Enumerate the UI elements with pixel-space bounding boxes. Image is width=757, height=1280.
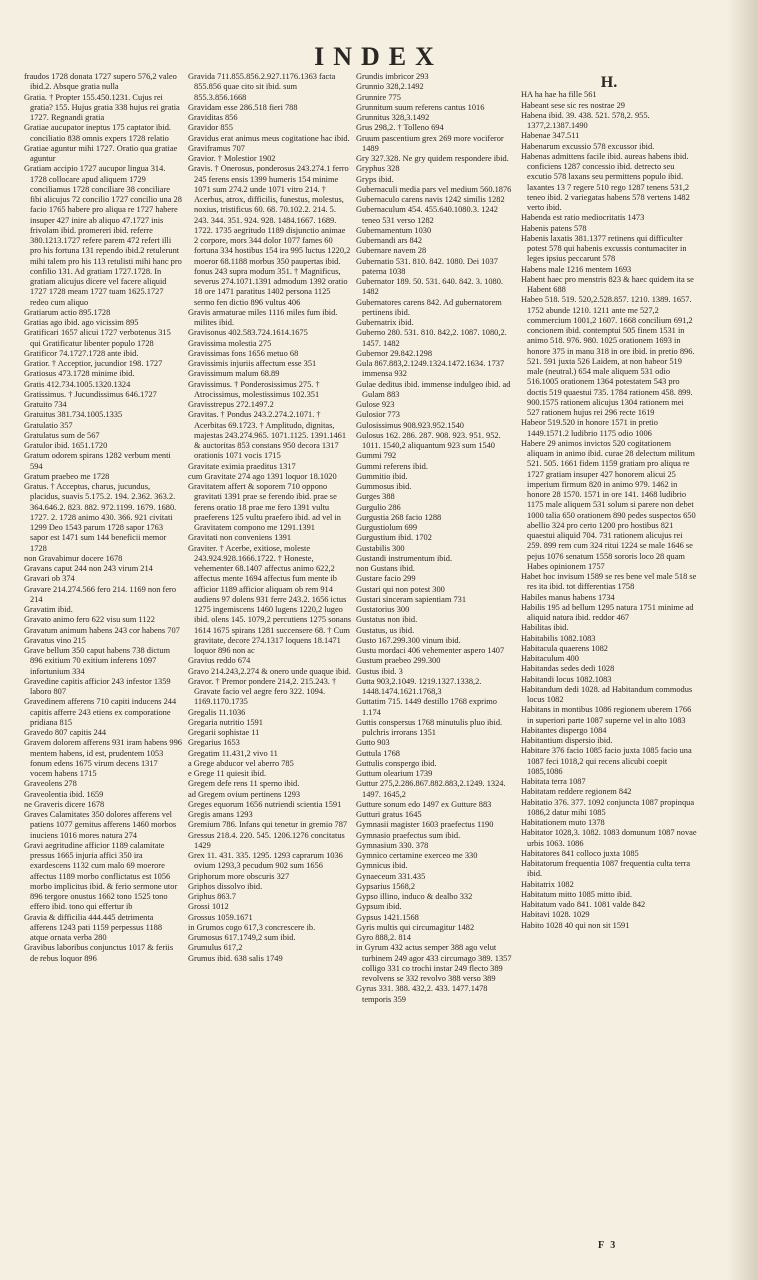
index-entry: Gravitatem affert & soporem 710 oppono gravitati 1391 prae se ferendo ibid. prae se ferens oratio 18 prae me fero 1391 vultu praeferens 125 vultu praefero ibid. ad vel in Gravitatem compono me 1291.1391	[188, 482, 341, 532]
index-entry: Grex 11. 431. 335. 1295. 1293 caprarum 1036 ovium 1293,3 pecudum 902 sum 1656	[188, 851, 343, 871]
index-entry: Gurgustium ibid. 1702	[356, 533, 432, 543]
index-entry: Habitavi 1028. 1029	[521, 910, 590, 920]
index-entry: Gremium 786. Infans qui tenetur in gremio 787	[188, 820, 348, 830]
page-edge-shadow	[727, 0, 757, 1280]
index-entry: Gubernare navem 28	[356, 246, 427, 256]
index-entry: Gymnasio praefectus sum ibid.	[356, 830, 461, 840]
index-entry: Gustari sinceram sapientiam 731	[356, 594, 467, 604]
section-letter: H.	[600, 74, 618, 91]
index-entry: Gustus ibid. 3	[356, 666, 403, 676]
index-entry: Gravis. † Onerosus, ponderosus 243.274.1 ferro 245 ferens ensis 1399 humeris 154 minime 1071 sum 274.2 unde 1071 vitro 214. † Acerbus, atrox, difficilis, funestus, molestus, noxius, tristificus 60. 68. 70.102.2. 214. 5. 243. 344. 351. 924. 928. 1484.1667. 1689. 1722. 1735 aegritudo 1189 disjunctio animae 2 corpore, mors 344 dolor 1077 fames 60 fortuna 334 hostibus 154 ira 995 luctus 1220,2 moeror 68.1188 morbus 350 paupertas ibid. fonus 243 supra modum 351. † Magnificus, severus 274.1071.1391 admodum 1392 oratio 18 ore 1471 paratitus 1402 persona 1125 sermo fen dictio 896 vultus 406	[188, 164, 351, 307]
index-entry: Gravida 711.855.856.2.927.1176.1363 facta 855.856 quae cito sit ibid. sum 855.3.856.1668	[188, 72, 336, 102]
index-entry: Gregatim 11.431,2 vivo 11	[188, 748, 278, 758]
index-entry: Gravedinem afferens 710 capiti inducens 244 capitis afferre 243 etiens ex comporatione pridiana 815	[24, 697, 177, 727]
index-entry: Gregaria nutritio 1591	[188, 717, 263, 727]
index-entry: Gubernor 29.842.1298	[356, 348, 433, 358]
index-entry: Habitare 376 facio 1085 facio juxta 1085 facio una 1087 feci 1018,2 qui recens alicubi coepit 1085,1086	[521, 746, 692, 776]
index-entry: Gravare 214.274.566 fero 214. 1169 non fero 214	[24, 584, 177, 604]
index-entry: Gravidor 855	[188, 123, 233, 133]
index-column-4	[521, 72, 697, 1222]
index-entry: Gynaeceum 331.435	[356, 871, 426, 881]
index-entry: Gulosissimus 908.923.952.1540	[356, 420, 464, 430]
index-entry: Gymnico certamine exerceo me 330	[356, 851, 478, 860]
index-entry: Habere 29 animos invictos 520 cogitationem aliquam in animo ibid. curae 28 delectum militum 521. 505. 1661 fidem 1159 gratiam pro aliqua re 1727 gratiam insuper 427 honorem alicui 25 imperium firmum 820 in animo 979. 1462 in honore 28 1570. 1571 in ore 141. 1468 ludibrio 1175 male aliquem 531 solum si parere non debet 1000 talia 650 orationem 890 pedes suspectos 650 abellio 324 pro certo 1200 pro hostibus 821 quaestui aliquid 704. 731 rationem alicujus rei 259. 899 rem cum 324 ritui 1224 se male 1646 se pejus 1076 senatum 1558 sororis loco 28 quam Habes opinionem 1757	[521, 438, 696, 571]
index-entry: Gregarius 1653	[188, 738, 240, 748]
index-entry: Gubernatio 531. 810. 842. 1080. Dei 1037 paterna 1038	[356, 256, 498, 276]
index-entry: Gravissimas fons 1656 metuo 68	[188, 348, 299, 358]
index-entry: Gurgustiolum 699	[356, 523, 418, 532]
index-entry: Gurgulio 286	[356, 502, 401, 512]
index-entry: Guttatim 715. 1449 destillo 1768 exprimo 1.174	[356, 697, 497, 717]
index-entry: Grumulus 617,2	[188, 943, 243, 953]
index-entry: Graviframus 707	[188, 143, 245, 153]
index-entry: Gulosior 773	[356, 410, 400, 420]
index-entry: Gummitio ibid.	[356, 471, 408, 481]
index-entry: Gubernator 189. 50. 531. 640. 842. 3. 1080. 1482	[356, 277, 504, 297]
index-entry: Graviditas 856	[188, 113, 238, 122]
index-entry: Habitatum vado 841. 1081 valde 842	[521, 900, 646, 909]
index-entry: Gulosus 162. 286. 287. 908. 923. 951. 952. 1011. 1540,2 aliquantum 923 sum 1540	[356, 430, 501, 450]
index-entry: Griphorum more obscuris 327	[188, 871, 290, 881]
index-entry: Gratuitus 381.734.1005.1335	[24, 410, 123, 420]
index-entry: Gutturi gratus 1645	[356, 810, 422, 819]
index-entry: Habitandum dedi 1028. ad Habitandum commodus locus 1082	[521, 684, 693, 704]
index-entry: Gymnasii magister 1603 praefectus 1190	[356, 820, 494, 830]
index-entry: Habeor 519.520 in honore 1571 in pretio 1449.1571.2 ludibrio 1175 odio 1006	[521, 418, 658, 438]
index-entry: Gubernaculi media pars vel medium 560.1876	[356, 184, 512, 194]
index-entry: Grunnio 328,2.1492	[356, 82, 424, 92]
index-entry: Gravissima molestia 275	[188, 338, 272, 348]
index-entry: Gravisonus 402.583.724.1614.1675	[188, 328, 308, 338]
index-entry: Gravissimum malum 68.89	[188, 369, 280, 379]
index-entry: Habens male 1216 mentem 1693	[521, 264, 632, 274]
index-entry: Gregis amans 1293	[188, 810, 253, 819]
index-entry: Habitata terra 1087	[521, 777, 586, 786]
index-entry: Guttulis conspergo ibid.	[356, 758, 437, 768]
index-entry: Gutture sonum edo 1497 ex Gutture 883	[356, 799, 492, 809]
index-entry: Habilis 195 ad bellum 1295 natura 1751 minime ad aliquid natura ibid. reddor 467	[521, 602, 694, 622]
index-entry: Habeant sese sic res nostrae 29	[521, 100, 625, 110]
index-entry: Gregem defe rens 11 sperno ibid.	[188, 779, 300, 789]
index-entry: Gravitate eximia praeditus 1317	[188, 461, 296, 471]
index-entry: Gravitas. † Pondus 243.2.274.2.1071. † Acerbitas 69.1723. † Amplitudo, dignitas, majestas 243.274.965. 1071.1125. 1391.1461 & auctoritas 853 constans 950 decora 1317 orationis 1071 vocis 1715	[188, 410, 347, 461]
index-entry: Guttula 1768	[356, 748, 400, 758]
index-entry: Gryphus 328	[356, 164, 400, 174]
index-entry: Gulose 923	[356, 400, 395, 409]
index-entry: Gravans caput 244 non 243 virum 214	[24, 564, 153, 573]
index-entry: cum Gravitate 274 ago 1391 loquor 18.1020	[188, 471, 337, 481]
signature-mark: F 3	[598, 1240, 618, 1251]
index-entry: a Grege abducor vel aberro 785	[188, 758, 294, 768]
index-entry: Habiles manus habens 1734	[521, 592, 615, 602]
index-entry: Gyris multis qui circumagitur 1482	[356, 922, 475, 932]
index-entry: Habitans in montibus 1086 regionem uberem 1766 in superiori parte 1087 superne vel in alto 1083	[521, 705, 692, 725]
index-entry: Gymnasium 330. 378	[356, 840, 429, 850]
index-entry: Grumosus 617.1749,2 sum ibid.	[188, 933, 296, 942]
index-entry: Gypsum ibid.	[356, 902, 402, 912]
index-entry: Gravidus erat animus meus cogitatione hac ibid.	[188, 133, 350, 143]
index-column-3	[356, 72, 517, 1222]
index-entry: Gratiam accipio 1727 aucupor lingua 314. 1728 collocare apud aliquem 1729 conciliamus 1728 conciliare 38 conciliare fibi alicujus 72 concilio 1727 concilio una 28 facio 1765 habere pro aliqua re 1727 habere insuper 427 inire ab aliquo 47.1727 inis frivolam ibid. promereri ibid. referre 380.1213.1727 refere parem 472 refert illi pro his fortuna 131 rependo ibid.2 retulerunt mihi talem pro his 113 retulisti mihi hanc pro confilio 131. Ad gratiam 1727.1728. In gratiam alicujus dicere vel facere aliquid 1727 1728 meam 1727 tuam 1625.1727 redeo cum aliquo	[24, 164, 182, 307]
index-entry: Gravatum animum habens 243 cor habens 707	[24, 625, 180, 635]
index-entry: ad Gregem ovium pertinens 1293	[188, 789, 301, 799]
index-entry: Habilitas ibid.	[521, 623, 569, 633]
index-entry: Gravor. † Premor pondere 214,2. 215.243. † Gravate facio vel aegre fero 322. 1094. 1169.1170.1735	[188, 676, 337, 707]
index-entry: Habenda est ratio mediocritatis 1473	[521, 213, 645, 223]
page-title: INDEX	[314, 42, 443, 71]
index-entry: Greges equorum 1656 nutriendi scientia 1591	[188, 799, 342, 809]
index-entry: Habitandas sedes dedi 1028	[521, 664, 615, 674]
index-entry: Gurges 388	[356, 492, 395, 502]
index-entry: Habena ibid. 39. 438. 521. 578,2. 955. 1377,2.1387.1490	[521, 110, 650, 130]
index-entry: Gubernamentum 1030	[356, 225, 432, 235]
index-entry: fraudos 1728 donata 1727 supero 576,2 valeo ibid.2. Absque gratia nulla	[24, 72, 177, 92]
index-entry: Gratificor 74.1727.1728 ante ibid.	[24, 348, 139, 358]
index-entry: Gratiarum actio 895.1728	[24, 307, 111, 317]
index-entry: Habenis laxatis 381.1377 retinens qui difficulter potest 578 qui habenis excussis contumaciter in leges ipsius peccarunt 578	[521, 233, 687, 264]
index-entry: Gummi referens ibid.	[356, 461, 428, 471]
index-entry: Gratis 412.734.1005.1320.1324	[24, 379, 131, 389]
index-entry: Gyro 888,2. 814	[356, 933, 411, 942]
index-entry: Grumus ibid. 638 salis 1749	[188, 953, 283, 963]
index-entry: Gratiae aucupator ineptus 175 captator ibid. conciliatio 838 omnis expers 1728 relatio	[24, 123, 171, 143]
index-entry: Grundis imbricor 293	[356, 72, 429, 81]
index-entry: Gustari qui non potest 300	[356, 584, 445, 594]
index-entry: Gravissimus. † Ponderosissimus 275. † Atrocissimus, molestissimus 102.351	[188, 379, 320, 399]
index-entry: Habitantium dispersio ibid.	[521, 736, 613, 745]
index-entry: Habent haec pro menstris 823 & haec quidem ita se Habent 688	[521, 274, 694, 294]
index-entry: Habet hoc invisum 1589 se res bene vel male 518 se res ita ibid. tot differentias 1758	[521, 572, 697, 592]
index-entry: Gravitati non conveniens 1391	[188, 533, 292, 543]
index-entry: Gratiosus 473.1728 minime ibid.	[24, 369, 135, 379]
index-entry: Grunnitum suum referens cantus 1016	[356, 102, 485, 112]
index-column-1	[24, 72, 182, 1222]
index-entry: Gravibus laboribus conjunctus 1017 & feriis de rebus loquor 896	[24, 943, 174, 963]
index-entry: in Gyrum 432 actus semper 388 ago velut turbinem 249 agor 433 circumago 389. 1357 colligo 331 co trochi instar 249 flecto 389 revolvens se 332 revolvo 388 verso 389	[356, 943, 512, 983]
index-entry: Habitatam reddere regionem 842	[521, 787, 632, 797]
index-entry: Habitacula quaerens 1082	[521, 643, 608, 653]
index-entry: Graves Calamitates 350 dolores afferens vel patiens 1077 gemitus afferens 1460 morbos inuciens 1016 mores natura 274	[24, 810, 177, 840]
index-entry: e Grege 11 quiesit ibid.	[188, 769, 267, 778]
index-entry: Gutto 903	[356, 738, 390, 748]
index-entry: Gypsus 1421.1568	[356, 912, 419, 922]
index-entry: Gravia & difficilia 444.445 detrimenta afferens 1243 pati 1159 perpessus 1188 atque ornata verba 280	[24, 912, 163, 942]
index-entry: non Gravabimur docere 1678	[24, 553, 123, 563]
index-entry: Gypso illino, induco & dealbo 332	[356, 892, 473, 901]
index-entry: Gravis armaturae miles 1116 miles fum ibid. milites ibid.	[188, 307, 338, 327]
index-entry: Gustu mordaci 406 vehementer aspero 1407	[356, 646, 505, 655]
index-entry: Grunnitus 328,3.1492	[356, 113, 430, 122]
index-entry: Gubernaculo carens navis 1242 similis 1282	[356, 195, 505, 204]
index-entry: Habenis patens 578	[521, 223, 587, 233]
index-entry: Gravior. † Molestior 1902	[188, 154, 276, 163]
index-entry: Gravisstrepus 272.1497.2	[188, 400, 274, 409]
index-entry: Habitator 1028,3. 1082. 1083 domunum 1087 novae urbis 1063. 1086	[521, 828, 697, 848]
index-entry: in Grumos cogo 617,3 concrescere ib.	[188, 922, 316, 932]
index-entry: Gratissimus. † Jucundissimus 646.1727	[24, 389, 157, 399]
index-entry: Gratias ago ibid. ago vicissim 895	[24, 318, 139, 327]
index-entry: Habitantes dispergo 1084	[521, 725, 607, 735]
index-entry: Gravatus vino 215	[24, 635, 86, 645]
index-entry: Gratia. † Propter 155.450.1231. Cujus rei gratia? 155. Hujus gratia 338 hujus rei gratia 1727. Regnandi gratia	[24, 92, 180, 122]
index-entry: Guttur 275,2.286.867.882.883,2.1249. 1324. 1497. 1645,2	[356, 779, 506, 799]
index-entry: Gubernaculum 454. 455.640.1080.3. 1242 teneo 531 verso 1282	[356, 205, 498, 225]
index-entry: Gymnicus ibid.	[356, 861, 408, 871]
index-entry: Gratuito 734	[24, 400, 67, 409]
index-entry: Grossus 1059.1671	[188, 912, 253, 922]
index-entry: Habenae 347.511	[521, 131, 580, 141]
index-entry: Gulae deditus ibid. immense indulgeo ibid. ad Gulam 883	[356, 379, 511, 399]
index-entry: Gustatus, us ibid.	[356, 625, 415, 635]
index-entry: Habito 1028 40 qui non sit 1591	[521, 920, 630, 930]
index-entry: Habitatorum frequentia 1087 frequentia culta terra ibid.	[521, 859, 691, 879]
index-entry: Gravi aegritudine afficior 1189 calamitate pressus 1665 injuria affici 350 ira exardescens 1132 cum malo 69 moerore affectus 1189 morbo conflictatus est 1056 morbo implicitus ibid. & ferio sermone utor 896 tergore onustus 1662 tono 1525 tono effero ibid. tono qui effertur ib	[24, 840, 178, 912]
index-entry: Habitatio 376. 377. 1092 conjuncta 1087 propinqua 1086,2 datur mihi 1085	[521, 797, 695, 817]
index-entry: Gravedo 807 capitis 244	[24, 728, 107, 737]
index-entry: Gutta 903,2.1049. 1219.1327.1338,2. 1448.1474.1621.1768,3	[356, 676, 482, 696]
index-entry: non Gustans ibid.	[356, 564, 415, 573]
index-entry: Gula 867.883,2.1249.1324.1472.1634. 1737 immensa 932	[356, 359, 505, 379]
index-entry: Gravo 214.243,2.274 & onero unde quaque ibid.	[188, 666, 351, 676]
index-entry: Gypsarius 1568,2	[356, 881, 416, 891]
index-entry: Gummi 792	[356, 451, 397, 461]
index-entry: Graveolens 278	[24, 779, 77, 789]
index-entry: Gratulatus sum de 567	[24, 430, 100, 440]
index-entry: Gravem dolorem afferens 931 iram habens 996 mentem habens, id est, prudentem 1053 fonum edens 1675 virum decens 1317 vocem habens 1715	[24, 738, 182, 778]
index-entry: Gubernandi ars 842	[356, 236, 423, 245]
index-entry: Habitabilis 1082.1083	[521, 633, 596, 643]
index-entry: Guttis conspersus 1768 minutulis pluo ibid. pulchris irrorans 1351	[356, 717, 503, 737]
index-entry: Gustabilis 300	[356, 543, 405, 553]
index-entry: Gravato animo fero 622 visu sum 1122	[24, 615, 155, 625]
index-entry: Gratum praebeo me 1728	[24, 471, 110, 481]
index-entry: Gustandi instrumentum ibid.	[356, 553, 453, 563]
index-entry: Grus 298,2. † Tolleno 694	[356, 123, 444, 133]
index-entry: Habitatum mitto 1085 mitto ibid.	[521, 889, 632, 899]
index-entry: Guttum olearium 1739	[356, 769, 433, 778]
index-entry: Grossi 1012	[188, 902, 229, 912]
index-entry: Habitandi locus 1082.1083	[521, 674, 612, 684]
index-entry: Gratulatio 357	[24, 420, 73, 430]
index-entry: Gregarii sophistae 11	[188, 728, 260, 737]
index-entry: Habitatrix 1082	[521, 879, 574, 889]
index-entry: Gravari ob 374	[24, 574, 75, 584]
index-entry: Gratior. † Acceptior, jucundior 198. 1727	[24, 359, 163, 368]
index-entry: Habitatores 841 colloco juxta 1085	[521, 848, 639, 858]
index-entry: Gratiae aguntur mihi 1727. Oratio qua gratiae aguntur	[24, 143, 178, 163]
index-entry: Gustatus non ibid.	[356, 615, 418, 625]
index-entry: Gummosus ibid.	[356, 482, 412, 491]
index-entry: Guberno 280. 531. 810. 842,2. 1087. 1080,2. 1457. 1482	[356, 328, 507, 348]
index-entry: ne Graveris dicere 1678	[24, 799, 105, 809]
index-entry: Gregalis 11.1036	[188, 707, 246, 717]
index-entry: Habeo 518. 519. 520,2.528.857. 1210. 1389. 1657. 1752 abunde 1210. 1211 ante me 527,2 commercium 1001,2 1607. 1668 concilium 691,2 concionem ibid. contemptui 505 finem 1531 in animo 518. 976. 980. 1025 orationem 1693 in honore 375 in manu 318 in ore ibid. in pretio 896. 521. 591 juxta 526 Laidem, at non habeor 519 male (neutral.) 654 male aliquem 531 odio 516.1005 orationem 1364 potestatem 543 pro doctis 519 quaestui 735. 1784 rationem 458. 899. 900.1575 rationem alicujus 1304 rationem mei 527 rationem hujus rei 296 recte 1619	[521, 295, 695, 417]
index-entry: Graveolentia ibid. 1659	[24, 789, 104, 799]
index-entry: Gurgustia 268 facio 1288	[356, 512, 442, 522]
index-entry: Grunnire 775	[356, 92, 401, 102]
index-entry: Gratificari 1657 alicui 1727 verbotenus 315 qui Gratificatur libenter populo 1728	[24, 328, 171, 348]
index-entry: Gryps ibid.	[356, 174, 394, 184]
index-entry: Gravius reddo 674	[188, 656, 251, 666]
index-entry: Graviter. † Acerbe, exitiose, moleste 243.924.928.1666.1722. † Honeste, vehementer 68.1407 affectus animo 622,2 affectus mente 1694 affectus fum mente ib afficior 1189 afficior aliquam ob rem 914 audiens 97 dolens 931 ferre 243.2. 1656 ictus 1275 ingemiscens 1460 lugens 1220,2 lugeo ibid. olens 145. 1079,2 percutiens 1275 sonans 1614 1675 spirans 1281 succensere 68. † Cum gravitate, decore 274.1317 loquens 18.1471 loquor 896 non ac	[188, 543, 351, 655]
index-entry: Habitaculum 400	[521, 654, 579, 663]
index-entry: Gyrus 331. 388. 432,2. 433. 1477.1478 temporis 359	[356, 984, 488, 1004]
index-entry: Gustatorius 300	[356, 605, 410, 614]
index-entry: Habitationem muto 1378	[521, 818, 605, 827]
index-entry: Gressus 218.4. 220. 545. 1206.1276 concitatus 1429	[188, 830, 345, 850]
index-entry: Gubernatrix ibid.	[356, 318, 414, 327]
index-entry: Gustum praebeo 299.300	[356, 656, 441, 666]
index-entry: Gratulor ibid. 1651.1720	[24, 441, 108, 450]
index-entry: Gravedine capitis afficior 243 infestor 1359 laboro 807	[24, 676, 171, 696]
index-entry: Griphus 863.7	[188, 892, 236, 901]
index-entry: Habenas admittens facile ibid. aureas habens ibid. conficiens 1287 concessio ibid. detrecto seu excutio 578 laxans seu permittens populo ibid. laxantes 13 7 regere 510 rego 1287 tenens 531,2 teneo ibid. 2 variegatas habens 578 vertens 1482 verto ibid.	[521, 151, 690, 212]
index-entry: Gratum odorem spirans 1282 verbum menti 594	[24, 451, 171, 471]
index-entry: Gravatim ibid.	[24, 605, 73, 614]
index-entry: Gruum pascentium grex 269 more vociferor 1489	[356, 133, 504, 153]
index-entry: Gratus. † Acceptus, charus, jucundus, placidus, suavis 5.175.2. 194. 2.362. 363.2. 364.646.2. 823. 882. 972.1199. 1679. 1680. 1727. 2. 1728 animo 430. 366. 921 civitati 1299 Deo 1543 parum 1728 sapor 1763 sapor est 1471 sum 144 beneficii memor 1728	[24, 482, 177, 553]
index-column-2	[188, 72, 351, 1222]
index-entry: Gry 327.328. Ne gry quidem respondere ibid.	[356, 154, 509, 163]
index-entry: HA ha hae ha fille 561	[521, 90, 597, 100]
index-entry: Gusto 167.299.300 vinum ibid.	[356, 635, 461, 645]
index-entry: Gustare facio 299	[356, 574, 416, 584]
index-entry: Gravissimis injuriis affectum esse 351	[188, 359, 317, 368]
index-entry: Gubernatores carens 842. Ad gubernatorem pertinens ibid.	[356, 297, 502, 317]
index-entry: Grave bellum 350 caput habens 738 dictum 896 exitium 70 exitium inferens 1097 infortunium 334	[24, 646, 171, 676]
index-entry: Habenarum excussio 578 excussor ibid.	[521, 141, 655, 151]
index-entry: Gravidam esse 286.518 fieri 788	[188, 102, 298, 112]
index-entry: Griphos dissolvo ibid.	[188, 881, 263, 891]
